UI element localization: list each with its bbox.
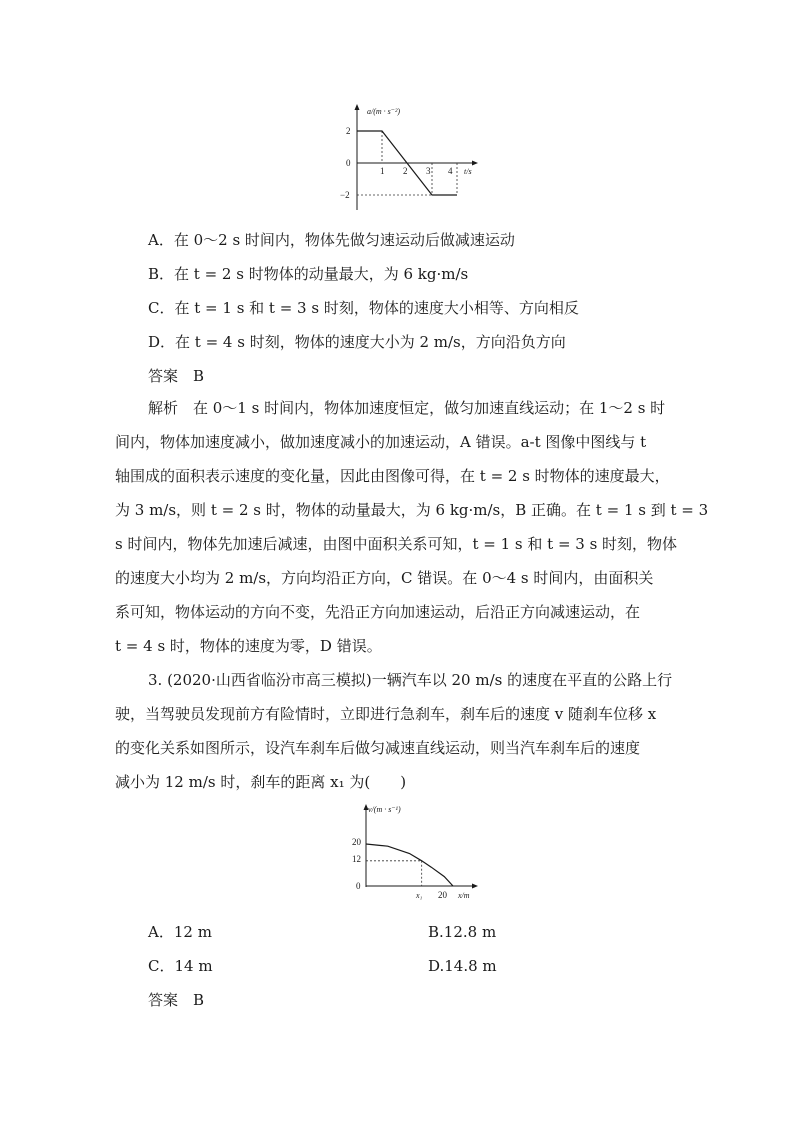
- analysis-line-2: 间内，物体加速度减小，做加速度减小的加速运动，A 错误。a-t 图像中图线与 t: [115, 433, 647, 451]
- v-x-curve: [366, 844, 453, 886]
- y-axis-label: a/(m · s⁻²): [367, 107, 401, 116]
- q3-stem-line-1: 3. (2020·山西省临汾市高三模拟)一辆汽车以 20 m/s 的速度在平直的公路上行: [148, 671, 673, 689]
- figure-v-x-graph: [340, 800, 490, 905]
- y-tick-20: 20: [352, 837, 361, 847]
- q2-option-c: C．在 t = 1 s 和 t = 3 s 时刻，物体的速度大小相等、方向相反: [148, 299, 579, 317]
- q2-option-b: B．在 t = 2 s 时物体的动量最大，为 6 kg·m/s: [148, 265, 469, 283]
- q3-option-d: D.14.8 m: [428, 957, 497, 975]
- q3-stem-line-2: 驶，当驾驶员发现前方有险情时，立即进行急刹车，刹车后的速度 v 随刹车位移 x: [115, 705, 657, 723]
- q3-option-c: C．14 m: [148, 957, 213, 975]
- analysis-line-7: 系可知，物体运动的方向不变，先沿正方向加速运动，后沿正方向减速运动，在: [115, 603, 641, 621]
- x-axis-arrow: [472, 161, 478, 166]
- x-tick-1: 1: [380, 166, 385, 176]
- analysis-line-6: 的速度大小均为 2 m/s，方向均沿正方向，C 错误。在 0～4 s 时间内，由面积关: [115, 569, 654, 587]
- analysis-line-5: s 时间内，物体先加速后减速，由图中面积关系可知，t = 1 s 和 t = 3 s 时刻，物体: [115, 535, 678, 553]
- y-axis-label: v/(m · s⁻¹): [368, 805, 401, 814]
- q3-stem-line-3: 的变化关系如图所示，设汽车刹车后做匀减速直线运动，则当汽车刹车后的速度: [115, 739, 641, 757]
- analysis-line-8: t = 4 s 时，物体的速度为零，D 错误。: [115, 637, 382, 655]
- x1-tick-label: x₁: [416, 891, 423, 900]
- y-tick-2: 2: [346, 126, 351, 136]
- x-tick-4: 4: [448, 166, 453, 176]
- x-tick-20: 20: [438, 890, 447, 900]
- q3-option-a: A．12 m: [148, 923, 212, 941]
- analysis-line-4: 为 3 m/s，则 t = 2 s 时，物体的动量最大，为 6 kg·m/s，B 正确。在 t = 1 s 到 t = 3: [115, 501, 709, 519]
- q3-option-b: B.12.8 m: [428, 923, 497, 941]
- x-axis-arrow: [472, 884, 478, 889]
- q2-option-d: D．在 t = 4 s 时刻，物体的速度大小为 2 m/s，方向沿负方向: [148, 333, 566, 351]
- y-tick-neg2: −2: [340, 190, 350, 200]
- y-tick-12: 12: [352, 854, 361, 864]
- q2-option-a: A．在 0～2 s 时间内，物体先做匀速运动后做减速运动: [148, 231, 515, 249]
- analysis-line-3: 轴围成的面积表示速度的变化量，因此由图像可得，在 t = 2 s 时物体的速度最大，: [115, 467, 670, 485]
- x-tick-3: 3: [426, 166, 431, 176]
- x-tick-2: 2: [403, 166, 408, 176]
- analysis-line-1: 解析 在 0～1 s 时间内，物体加速度恒定，做匀加速直线运动；在 1～2 s 时: [148, 399, 666, 417]
- y-tick-0: 0: [356, 881, 361, 891]
- y-tick-0: 0: [346, 158, 351, 168]
- figure-a-t-graph: [336, 100, 496, 215]
- q3-answer: 答案 B: [148, 991, 205, 1009]
- q3-stem-line-4: 减小为 12 m/s 时，刹车的距离 x₁ 为( ): [115, 773, 407, 791]
- x-axis-label: x/m: [458, 891, 470, 900]
- q2-answer: 答案 B: [148, 367, 205, 385]
- y-axis-arrow: [355, 104, 360, 110]
- x-axis-label: t/s: [464, 167, 472, 176]
